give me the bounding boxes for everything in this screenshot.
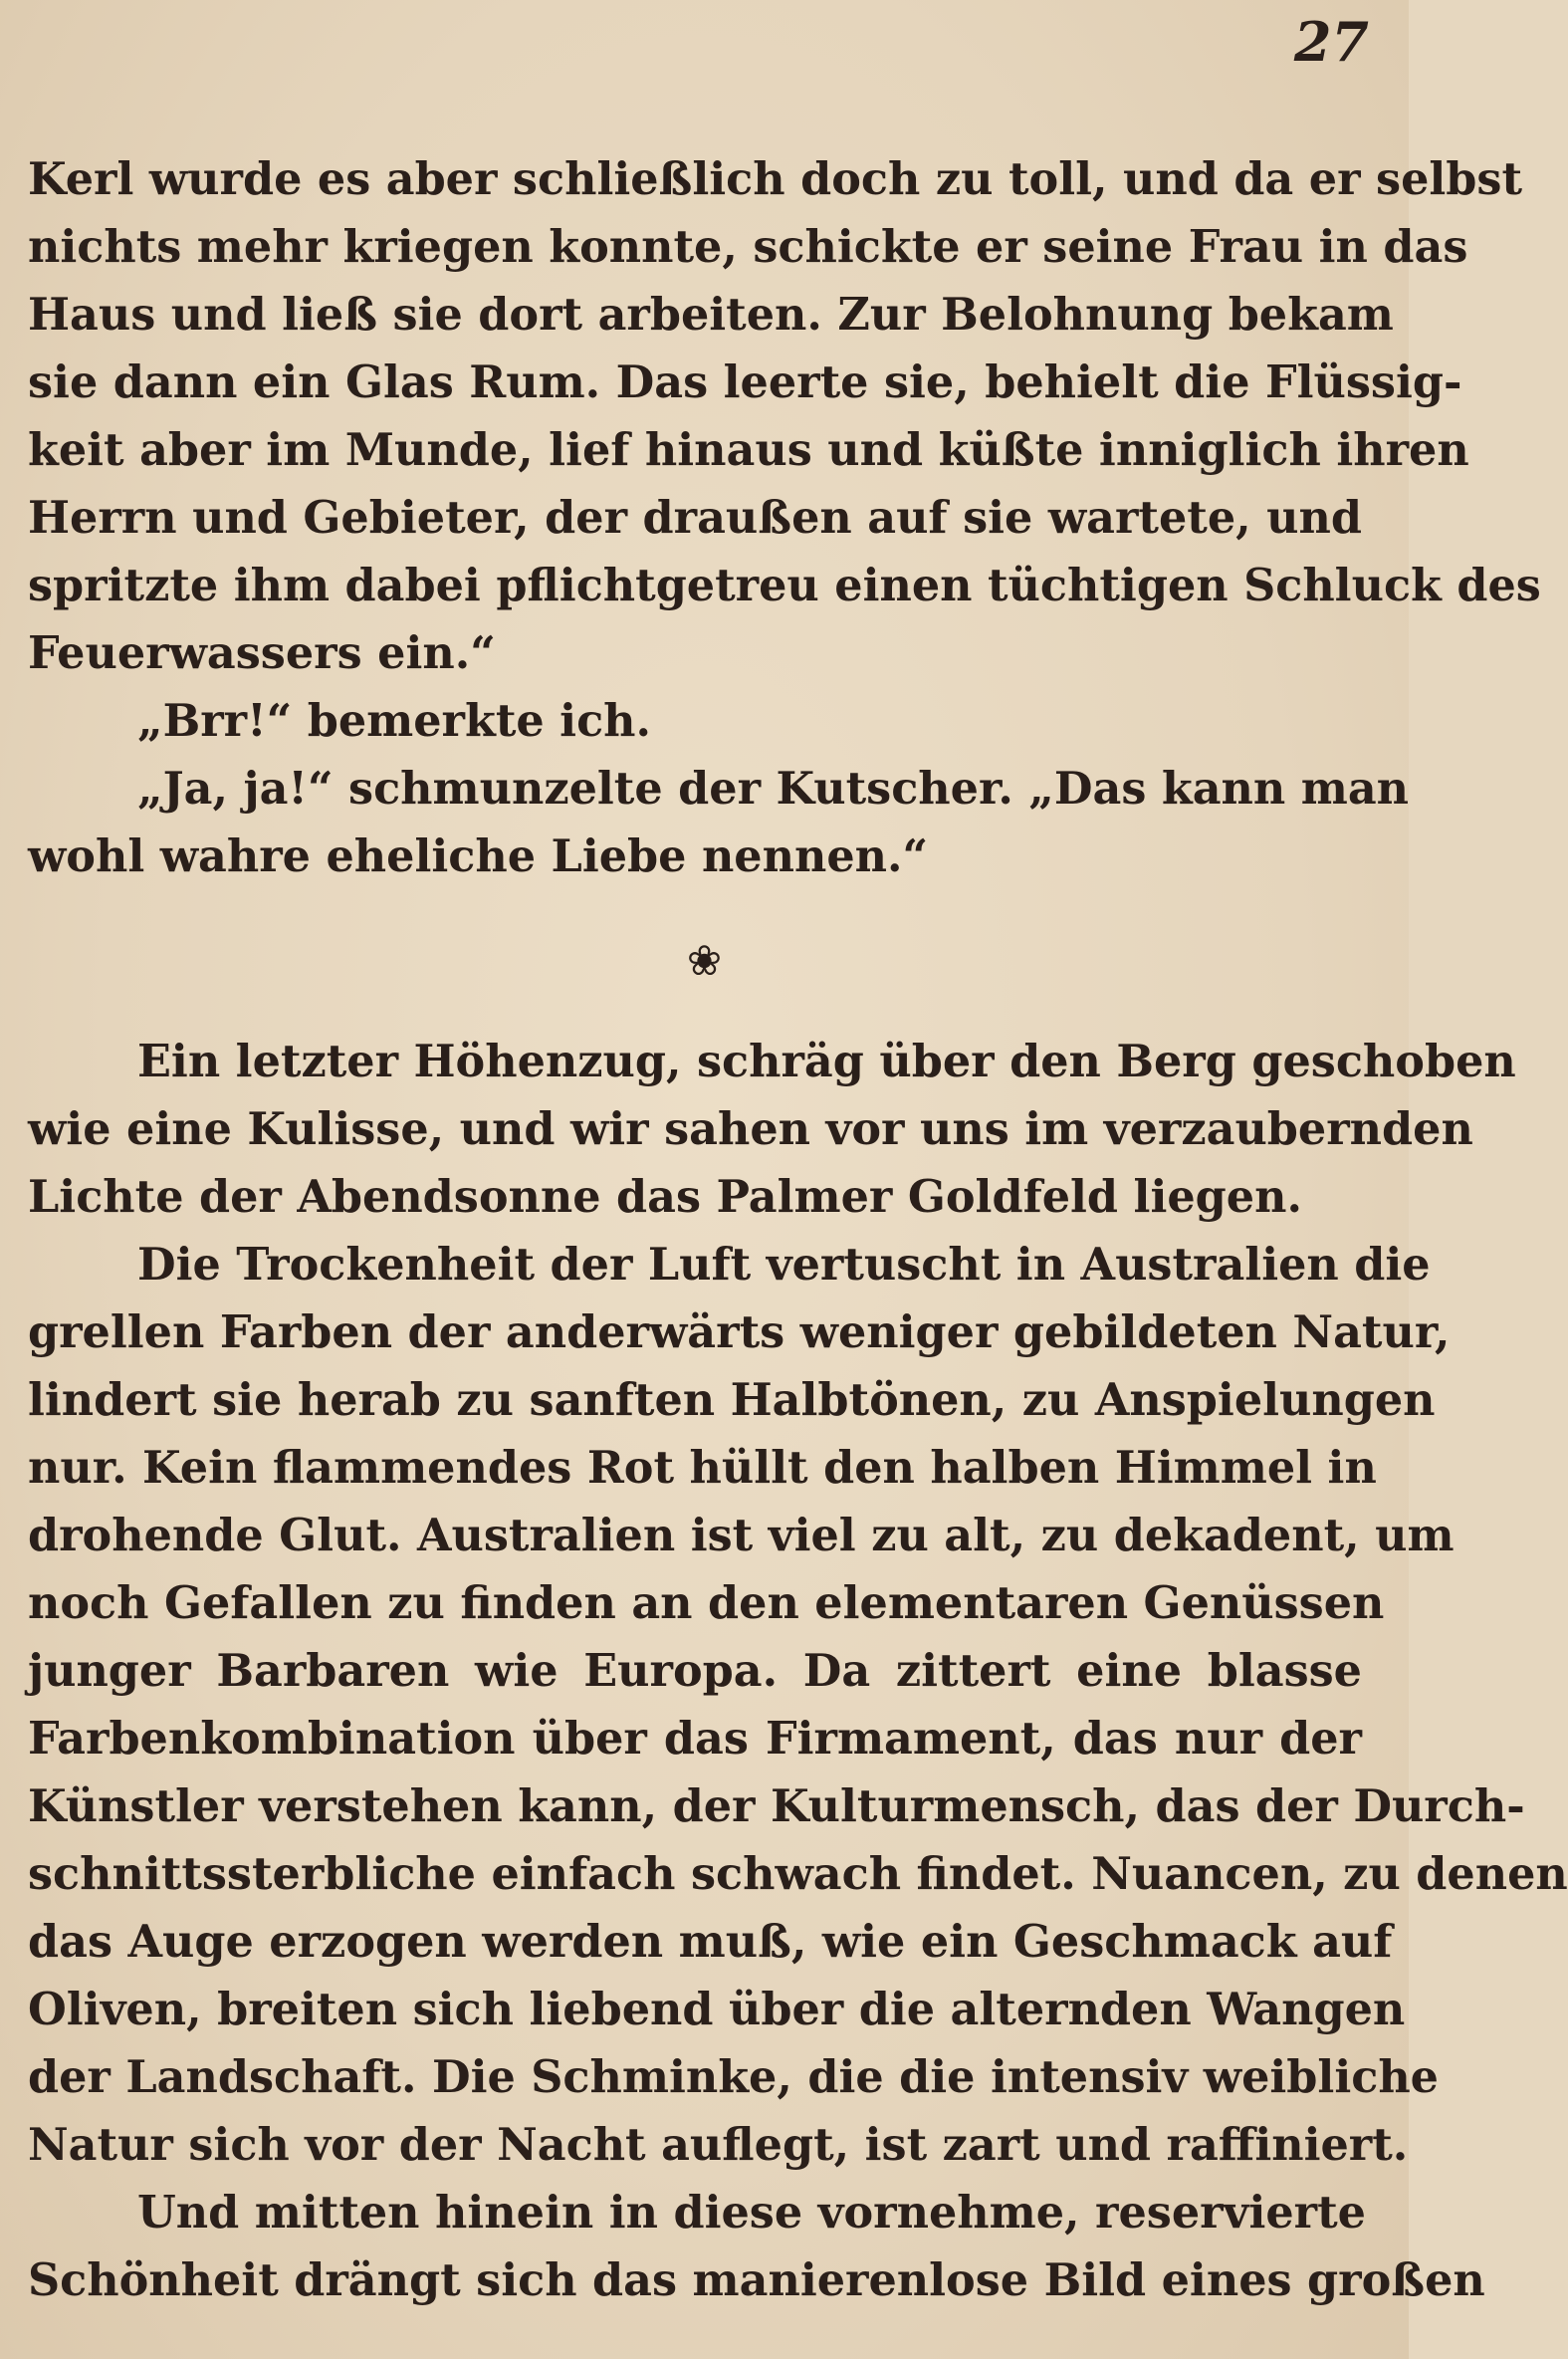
text-line: Die Trockenheit der Luft vertuscht in Australien die <box>137 1239 1431 1291</box>
text-line: der Landschaft. Die Schminke, die die intensiv weibliche <box>28 2051 1439 2103</box>
paragraph-group-kutscher <box>28 145 1541 890</box>
text-line: grellen Farben der anderwärts weniger gebildeten Natur, <box>28 1306 1451 1358</box>
text-line: Und mitten hinein in diese vornehme, reservierte <box>137 2187 1366 2239</box>
text-line: nichts mehr kriegen konnte, schickte er seine Frau in das <box>28 221 1468 273</box>
text-line: Ein letzter Höhenzug, schräg über den Berg geschoben <box>137 1036 1516 1087</box>
text-line: spritzte ihm dabei pflichtgetreu einen tüchtigen Schluck des <box>28 560 1541 611</box>
text-line: das Auge erzogen werden muß, wie ein Geschmack auf <box>28 1916 1393 1968</box>
text-line: „Brr!“ bemerkte ich. <box>137 695 652 747</box>
text-line: Künstler verstehen kann, der Kulturmensch, das der Durch- <box>28 1780 1525 1832</box>
text-line: schnittssterbliche einfach schwach findet. Nuancen, zu denen <box>28 1848 1568 1900</box>
text-line: wohl wahre eheliche Liebe nennen.“ <box>28 830 929 882</box>
text-line: sie dann ein Glas Rum. Das leerte sie, behielt die Flüssig- <box>28 356 1462 408</box>
text-line: „Ja, ja!“ schmunzelte der Kutscher. „Das kann man <box>137 763 1410 815</box>
paragraph-group-goldfeld <box>28 1028 1568 2314</box>
text-line: lindert sie herab zu sanften Halbtönen, zu Anspielungen <box>28 1374 1436 1426</box>
page-number: 27 <box>1293 10 1369 74</box>
text-line: Haus und ließ sie dort arbeiten. Zur Belohnung bekam <box>28 289 1394 341</box>
text-line: noch Gefallen zu finden an den elementaren Genüssen <box>28 1577 1385 1629</box>
text-line: drohende Glut. Australien ist viel zu alt, zu dekadent, um <box>28 1510 1455 1561</box>
text-line: Herrn und Gebieter, der draußen auf sie wartete, und <box>28 492 1362 544</box>
text-line: nur. Kein flammendes Rot hüllt den halben Himmel in <box>28 1442 1377 1494</box>
text-line: keit aber im Munde, lief hinaus und küßte inniglich ihren <box>28 424 1469 476</box>
text-line: Farbenkombination über das Firmament, das nur der <box>28 1713 1362 1765</box>
text-line: junger Barbaren wie Europa. Da zittert eine blasse <box>28 1645 1362 1697</box>
text-line: Feuerwassers ein.“ <box>28 627 496 679</box>
section-separator-ornament: ❀ <box>686 936 723 985</box>
text-line: Kerl wurde es aber schließlich doch zu toll, und da er selbst <box>28 153 1523 205</box>
text-line: Oliven, breiten sich liebend über die alternden Wangen <box>28 1984 1406 2035</box>
text-line: wie eine Kulisse, und wir sahen vor uns im verzaubernden <box>28 1103 1473 1155</box>
text-line: Natur sich vor der Nacht auflegt, ist zart und raffiniert. <box>28 2119 1409 2171</box>
text-line: Schönheit drängt sich das manierenlose Bild eines großen <box>28 2254 1485 2306</box>
text-line: Lichte der Abendsonne das Palmer Goldfeld liegen. <box>28 1171 1302 1223</box>
